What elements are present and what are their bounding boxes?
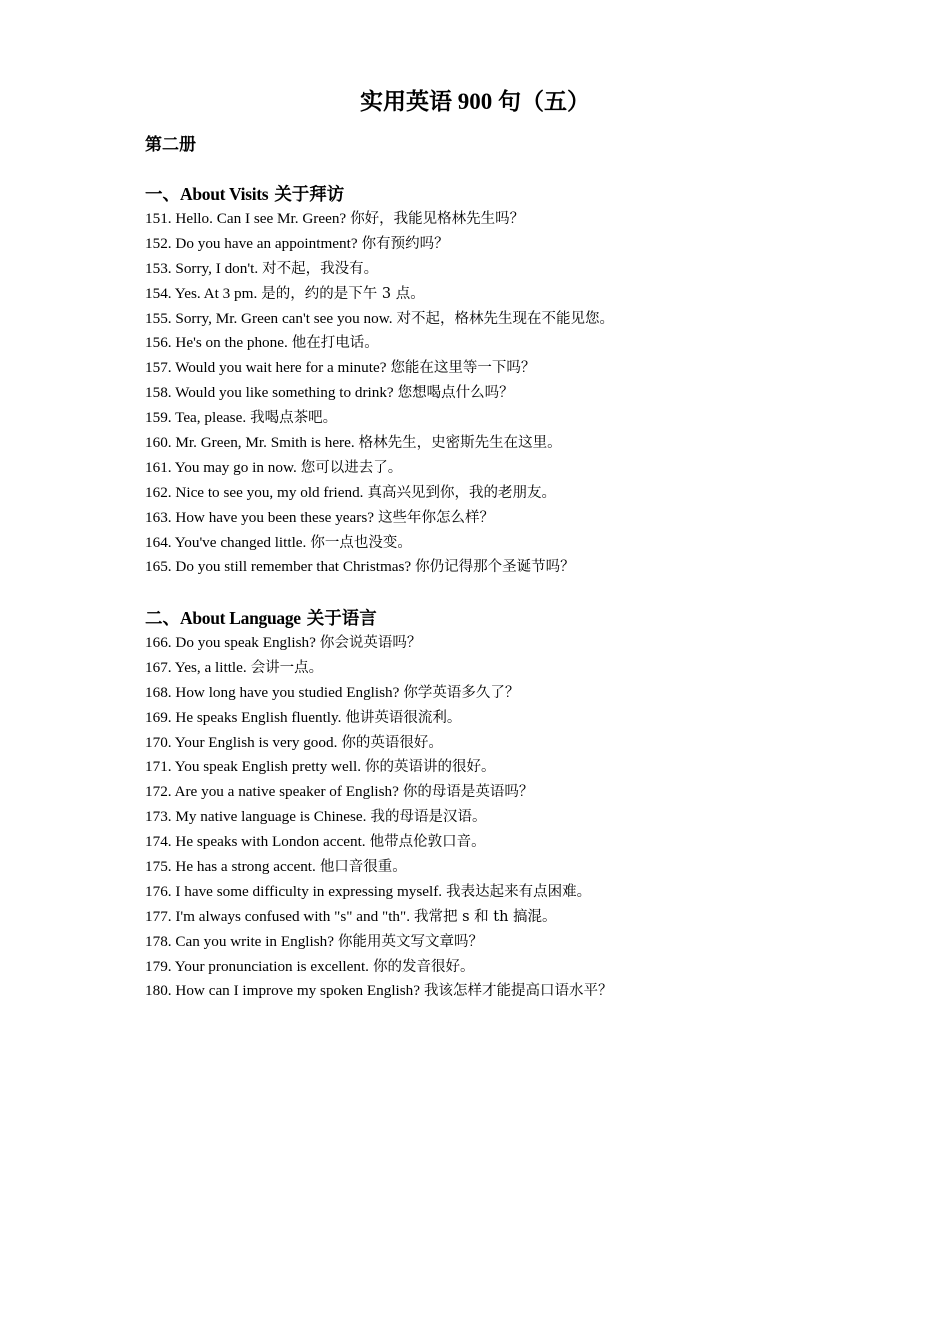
sentence-line: [145, 257, 845, 282]
sentence-line: [145, 555, 845, 580]
sentence-list: [145, 631, 845, 1004]
sentence-line: [145, 506, 845, 531]
sentence-chinese: 你能用英文写文章吗？: [337, 933, 483, 950]
sentence-line: [145, 307, 845, 332]
sentence-english: 161. You may go in now.: [145, 458, 297, 476]
sentence-line: [145, 282, 845, 307]
sentence-chinese: 你有预约吗？: [361, 235, 449, 252]
sentence-english: 164. You've changed little.: [145, 533, 307, 551]
sentence-english: 166. Do you speak English?: [145, 634, 316, 651]
document-title: 实用英语 900 句（五）: [360, 89, 590, 114]
sentence-english: 154. Yes. At 3 pm.: [145, 284, 258, 302]
sentence-chinese: 你的母语是英语吗？: [402, 784, 534, 801]
sentence-english: 168. How long have you studied English?: [145, 683, 400, 701]
sentence-line: [145, 656, 845, 681]
sentence-english: 169. He speaks English fluently.: [145, 708, 342, 726]
sentence-chinese: 是的，约的是下午 3 点。: [261, 285, 425, 302]
sentence-line: [145, 681, 845, 706]
sentence-chinese: 对不起，我没有。: [262, 260, 379, 277]
sentence-english: 173. My native language is Chinese.: [145, 808, 367, 826]
sentence-english: 157. Would you wait here for a minute?: [145, 359, 387, 377]
sentence-chinese: 我表达起来有点困难。: [446, 883, 592, 900]
sentence-line: [145, 805, 845, 830]
sentence-english: 165. Do you still remember that Christmas?: [145, 558, 412, 576]
sentence-line: [145, 356, 845, 381]
sentence-chinese: 您可以进去了。: [300, 459, 403, 476]
sentence-english: 171. You speak English pretty well.: [145, 758, 361, 776]
sentence-english: 177. I'm always confused with "s" and "th".: [145, 907, 411, 925]
sentence-line: [145, 880, 845, 905]
sentence-english: 170. Your English is very good.: [145, 733, 338, 751]
sentence-english: 156. He's on the phone.: [145, 334, 288, 352]
sentence-english: 151. Hello. Can I see Mr. Green?: [145, 210, 347, 227]
sentence-english: 178. Can you write in English?: [145, 932, 334, 950]
sentence-english: 179. Your pronunciation is excellent.: [145, 957, 369, 975]
volume-label: 第二册: [145, 135, 196, 154]
sentence-english: 172. Are you a native speaker of English?: [145, 783, 399, 801]
sentence-line: [145, 232, 845, 257]
sentence-english: 175. He has a strong accent.: [145, 858, 316, 876]
sentence-chinese: 会讲一点。: [250, 659, 324, 676]
sentence-chinese: 你好，我能见格林先生吗？: [350, 211, 525, 227]
sentence-chinese: 您想喝点什么吗？: [397, 385, 514, 402]
section-heading-prefix: 二、: [145, 608, 180, 628]
sentence-chinese: 我该怎样才能提高口语水平？: [424, 983, 613, 1000]
sentence-line: [145, 431, 845, 456]
sentence-english: 167. Yes, a little.: [145, 658, 247, 676]
section-heading-english: About Visits: [180, 184, 269, 204]
sentence-english: 162. Nice to see you, my old friend.: [145, 483, 364, 501]
sentence-chinese: 他在打电话。: [291, 335, 379, 352]
sentence-line: [145, 955, 845, 980]
sentence-line: [145, 531, 845, 556]
sentence-line: [145, 830, 845, 855]
sentence-chinese: 格林先生，史密斯先生在这里。: [358, 435, 562, 452]
sentence-list: [145, 207, 845, 580]
sentence-line: [145, 207, 845, 232]
sentence-line: [145, 331, 845, 356]
sentence-english: 152. Do you have an appointment?: [145, 234, 358, 252]
section-heading-english: About Language: [180, 608, 301, 628]
sentence-chinese: 我喝点茶吧。: [250, 410, 338, 427]
sentence-line: [145, 631, 845, 656]
sentence-english: 153. Sorry, I don't.: [145, 259, 259, 277]
sentence-chinese: 这些年你怎么样？: [378, 509, 494, 526]
sentence-line: [145, 456, 845, 481]
sentence-english: 180. How can I improve my spoken English?: [145, 982, 421, 1000]
section-heading: [145, 605, 845, 631]
section-heading-chinese: 关于语言: [306, 608, 377, 628]
sentence-chinese: 他口音很重。: [319, 859, 407, 876]
sentence-line: [145, 780, 845, 805]
sentence-chinese: 我常把 s 和 th 搞混。: [414, 908, 557, 925]
sentence-chinese: 你学英语多久了？: [403, 684, 520, 701]
sentence-line: [145, 855, 845, 880]
section-heading-prefix: 一、: [145, 184, 180, 204]
sentence-english: 160. Mr. Green, Mr. Smith is here.: [145, 434, 355, 452]
section-about-visits: [145, 181, 845, 580]
sentence-line: [145, 731, 845, 756]
sentence-line: [145, 755, 845, 780]
sentence-english: 158. Would you like something to drink?: [145, 384, 394, 402]
section-heading-chinese: 关于拜访: [274, 184, 345, 204]
sentence-english: 174. He speaks with London accent.: [145, 833, 366, 851]
sentence-chinese: 我的母语是汉语。: [370, 809, 487, 826]
section-about-language: [145, 605, 845, 1004]
sentence-line: [145, 979, 845, 1004]
sentence-line: [145, 381, 845, 406]
sentence-chinese: 你的发音很好。: [372, 958, 475, 975]
section-heading: [145, 181, 845, 207]
sentence-english: 163. How have you been these years?: [145, 508, 374, 526]
sentence-line: [145, 930, 845, 955]
sentence-chinese: 你的英语很好。: [341, 734, 443, 751]
sentence-line: [145, 406, 845, 431]
sentence-chinese: 对不起，格林先生现在不能见您。: [396, 310, 615, 327]
sentence-english: 159. Tea, please.: [145, 409, 247, 427]
sentence-chinese: 他讲英语很流利。: [345, 709, 462, 726]
sentence-chinese: 他带点伦敦口音。: [369, 834, 486, 851]
sentence-chinese: 你的英语讲的很好。: [365, 759, 496, 776]
sentence-chinese: 真高兴见到你，我的老朋友。: [367, 484, 556, 501]
sentence-english: 155. Sorry, Mr. Green can't see you now.: [145, 309, 393, 327]
sentence-line: [145, 905, 845, 930]
sentence-chinese: 你会说英语吗？: [319, 635, 422, 651]
sentence-chinese: 你仍记得那个圣诞节吗？: [415, 559, 575, 576]
sentence-line: [145, 481, 845, 506]
sentence-chinese: 你一点也没变。: [310, 534, 412, 551]
sentence-chinese: 您能在这里等一下吗？: [390, 360, 536, 377]
sentence-line: [145, 706, 845, 731]
sentence-english: 176. I have some difficulty in expressing myself.: [145, 882, 443, 900]
